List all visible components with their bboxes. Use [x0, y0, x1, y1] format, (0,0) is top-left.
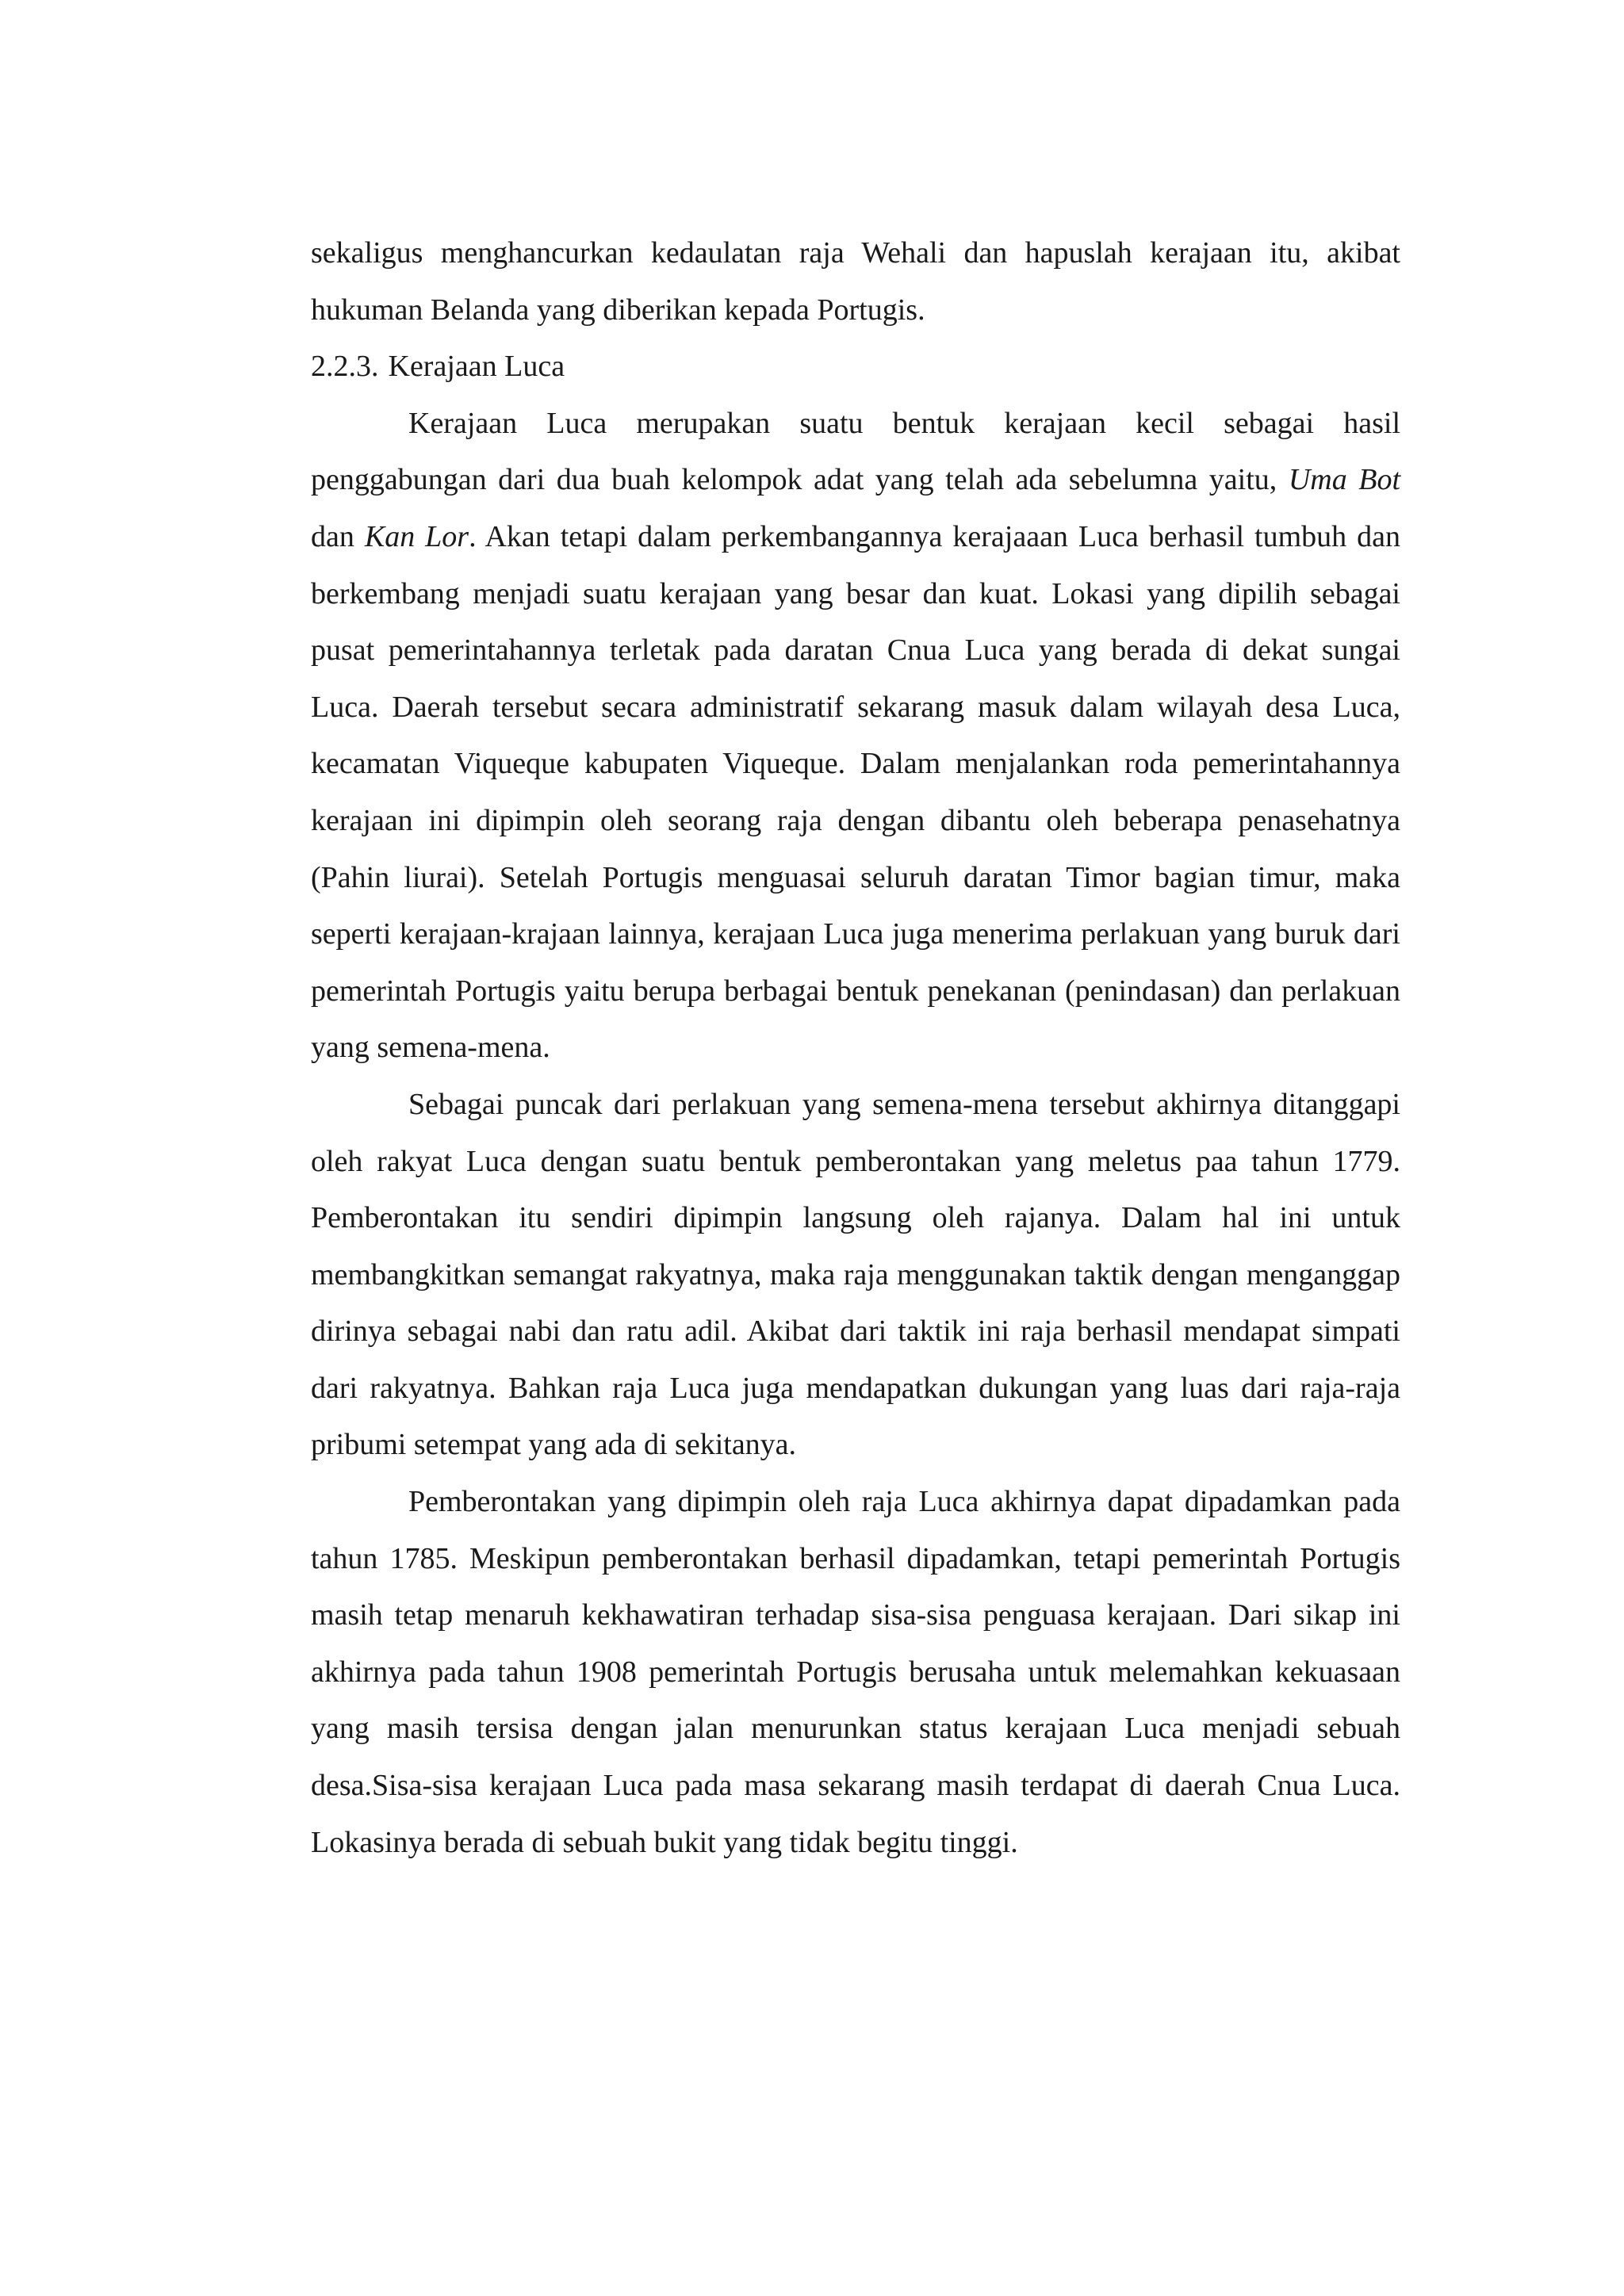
paragraph-text: dan: [311, 519, 354, 553]
paragraph-suppression: Pemberontakan yang dipimpin oleh raja Luca akhirnya dapat dipadamkan pada tahun 1785. Meskipun pemberontakan berhasil dipadamkan, tetapi pemerintah Portugis masih tetap menaruh kekhawatiran terhadap sisa-sisa penguasa kerajaan. Dari sikap ini akhirnya pada tahun 1908 pemerintah Portugis berusaha untuk melemahkan kekuasaan yang masih tersisa dengan jalan menurunkan status kerajaan Luca menjadi sebuah desa.Sisa-sisa kerajaan Luca pada masa sekarang masih terdapat di daerah Cnua Luca. Lokasinya berada di sebuah bukit yang tidak begitu tinggi.: [311, 1485, 1400, 1859]
section-title: Kerajaan Luca: [388, 350, 565, 384]
section-number: 2.2.3.: [311, 350, 379, 384]
paragraph-text: . Akan tetapi dalam perkembangannya kerajaaan Luca berhasil tumbuh dan berkembang menjadi suatu kerajaan yang besar dan kuat. Lokasi yang dipilih sebagai pusat pemerintahannya terletak pada daratan Cnua Luca yang berada di dekat sungai Luca. Daerah tersebut secara administratif sekarang masuk dalam wilayah desa Luca, kecamatan Viqueque kabupaten Viqueque. Dalam menjalankan roda pemerintahannya kerajaan ini dipimpin oleh seorang raja dengan dibantu oleh beberapa penasehatnya (Pahin liurai). Setelah Portugis menguasai seluruh daratan Timor bagian timur, maka seperti kerajaan-krajaan lainnya, kerajaan Luca juga menerima perlakuan yang buruk dari pemerintah Portugis yaitu berupa berbagai bentuk penekanan (penindasan) dan perlakuan yang semena-mena.: [311, 519, 1400, 1065]
section-heading: [311, 339, 1400, 396]
paragraph-text: Kerajaan Luca merupakan suatu bentuk kerajaan kecil sebagai hasil penggabungan dari dua buah kelompok adat yang telah ada sebelumna yaitu,: [311, 406, 1400, 497]
italic-term-uma-bot: Uma Bot: [1288, 463, 1401, 497]
italic-term-kan-lor: Kan Lor: [364, 519, 469, 553]
paragraph-rebellion: Sebagai puncak dari perlakuan yang semena-mena tersebut akhirnya ditanggapi oleh rakyat Luca dengan suatu bentuk pemberontakan yang meletus paa tahun 1779. Pemberontakan itu sendiri dipimpin langsung oleh rajanya. Dalam hal ini untuk membangkitkan semangat rakyatnya, maka raja menggunakan taktik dengan menganggap dirinya sebagai nabi dan ratu adil. Akibat dari taktik ini raja berhasil mendapat simpati dari rakyatnya. Bahkan raja Luca juga mendapatkan dukungan yang luas dari raja-raja pribumi setempat yang ada di sekitanya.: [311, 1087, 1400, 1462]
document-body: [311, 225, 1400, 1871]
intro-paragraph: sekaligus menghancurkan kedaulatan raja Wehali dan hapuslah kerajaan itu, akibat hukuman Belanda yang diberikan kepada Portugis.: [311, 236, 1400, 327]
paragraph-kerajaan-luca-intro: [311, 396, 1400, 1077]
